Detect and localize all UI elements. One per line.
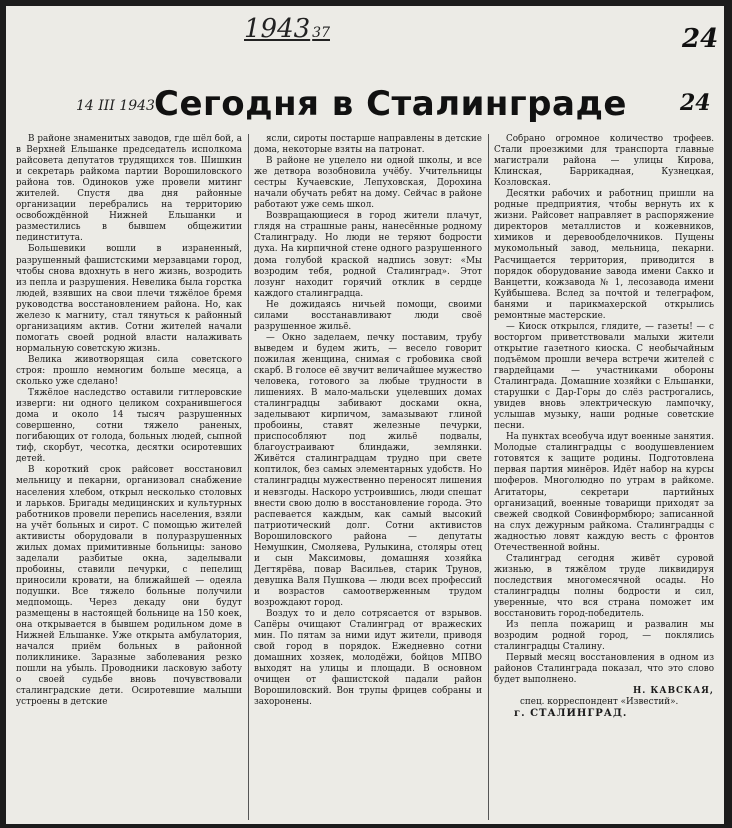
paragraph: Сталинград сегодня живёт суровой жизнью, в тяжёлом труде ликвидируя последствия многомесячной осады. Но сталинградцы полны бодрости и сил, уверенные, что вся страна поможет им восстановить город-победитель. xyxy=(494,553,714,620)
paragraph: Из пепла пожарищ и развалин мы возродим родной город, — поклялись сталинградцы Сталину. xyxy=(494,620,714,653)
paragraph: Воздух то и дело сотрясается от взрывов. Сапёры очищают Сталинград от вражеских мин. По пятам за ними идут жители, приводя свой город в порядок. Ежедневно сотни домашних хозяек, молодёжи, бойцов МПВО выходят на улицы и площади. В основном очищен от фашистской падали район Ворошиловский. Вон трупы фрицев собраны и захоронены. xyxy=(254,609,482,708)
paragraph: Собрано огромное количество трофеев. Стали проезжими для транспорта главные магистрали района — улицы Кирова, Клинская, Баррикадная, Кузнецкая, Козловская. xyxy=(494,134,714,189)
paragraph: Велика животворящая сила советского строя: прошло немногим больше месяца, а сколько уже сделано! xyxy=(16,354,242,388)
paragraph: В районе не уцелело ни одной школы, и все же детвора возобновила учёбу. Учительницы сестры Кучаевские, Лепуховская, Дорохина начали обучать ребят на дому. Сейчас в районе работают уже семь школ. xyxy=(254,156,482,211)
article-column-3 xyxy=(494,134,714,820)
paragraph: В короткий срок райсовет восстановил мельницу и пекарни, организовал снабжение населения хлебом, открыл несколько столовых и ларьков. Бригады медицинских и культурных работников провели перепись населения, взяли на учёт больных и сирот. С помощью жителей активисты оборудовали в полуразрушенных жилых домах примитивные больницы: заново заделали разбитые окна, заделывали пробоины, ставили печурки, с пепелищ приносили кровати, на ближайшей — одеяла подушки. Все тяжело больные получили медпомощь. Через декаду они будут размещены в настоящей больнице на 150 коек, она открывается в бывшем родильном доме в Нижней Ельшанке. Уже открыта амбулатория, начался приём больных в районной поликлинике. Заразные заболевания резко пошли на убыль. Проводники ласковую заботу о своей судьбе вновь почувствовали сталинградские дети. Осиротевшие малыши устроены в детские xyxy=(16,465,242,708)
paragraph: Первый месяц восстановления в одном из районов Сталинграда показал, что это слово будет выполнено. xyxy=(494,653,714,686)
handwritten-date: 14 III 1943 xyxy=(76,98,155,114)
paragraph: Тяжёлое наследство оставили гитлеровские изверги: ни одного целиком сохранившегося дома и около 14 тысяч разрушенных совершенно, сотни тяжело раненых, погибающих от голода, больных людей, сыпной тиф, скорбут, чесотка, десятки осиротевших детей. xyxy=(16,388,242,465)
author-role: спец. корреспондент «Известий». xyxy=(520,697,679,708)
paragraph: Большевики вошли в израненный, разрушенный фашистскими мерзавцами город, чтобы снова вдохнуть в него жизнь, возродить из пепла и разрушения. Невелика была горстка людей, взявших на свои плечи тяжёлое бремя руководства восстановлением района. Но, как железо к магниту, стал тянуться к районный организациям актив. Сотни жителей начали помогать своей родной власти налаживать нормальную советскую жизнь. xyxy=(16,244,242,354)
handwritten-year: 1943 37 xyxy=(244,14,330,44)
author-signature: Н. КАВСКАЯ, xyxy=(632,686,714,697)
paragraph: На пунктах всеобуча идут военные занятия. Молодые сталинградцы с воодушевлением готовятся к защите родины. Подготовлена первая партия минёров. Идёт набор на курсы шоферов. Многолюдно по утрам в райкоме. Агитаторы, секретари партийных организаций, военные товарищи приходят за свежей сводкой Совинформбюро; записанной на слух дежурным райкома. Сталинградцы с жадностью ловят каждую весть с фронтов Отечественной войны. xyxy=(494,432,714,553)
newspaper-clipping xyxy=(6,6,724,824)
handwritten-corner-mark-2: 24 xyxy=(680,90,711,116)
paragraph: ясли, сироты постарше направлены в детские дома, некоторые взяты на патронат. xyxy=(254,134,482,156)
paragraph: Десятки рабочих и работниц пришли на родные предприятия, чтобы вернуть их к жизни. Райсовет направляет в распоряжение директоров металлистов и кожевников, химиков и деревообделочников. Пущены мукомольный завод, мельница, пекарни. Расчищается территория, приводится в порядок оборудование завода имени Сакко и Ванцетти, кожзавода № 1, лесозавода имени Куйбышева. Вслед за почтой и телеграфом, банями и парикмахерской открылись ремонтные мастерские. xyxy=(494,189,714,321)
article-title: Сегодня в Сталинграде xyxy=(154,84,627,124)
paragraph: — Окно заделаем, печку поставим, трубу выведем и будем жить, — весело говорит пожилая женщина, снимая с гробовика свой скарб. В голосе её звучит величайшее мужество человека, готового за любые трудности в лишениях. В мало-мальски уцелевших домах сталинградцы забивают досками окна, заделывают кирпичом, замазывают глиной пробоины, ставят железные печурки, приспособляют под жильё подвалы, благоустраивают блиндажи, землянки. Живётся сталинградцам трудно при свете коптилок, без самых элементарных удобств. Но сталинградцы мужественно переносят лишения и невзгоды. Наскоро устроившись, люди спешат внести свою долю в восстановление города. Это распевается каждым, как самый высокий патриотический долг. Сотни активистов Ворошиловского района — депутаты Немушкин, Смоляева, Рулыкина, столяры отец и сын Максимовы, домашняя хозяйка Дегтярёва, повар Васильев, старик Трунов, девушка Валя Пушкова — люди всех профессий и возрастов самоотверженным трудом возрождают город. xyxy=(254,332,482,608)
handwritten-corner-mark: 24 xyxy=(682,24,719,54)
dateline-place: г. СТАЛИНГРАД. xyxy=(514,708,628,720)
paragraph: В районе знаменитых заводов, где шёл бой, а в Верхней Ельшанке председатель исполкома райсовета депутатов трудящихся тов. Шишкин и секретарь райкома партии Ворошиловского района тов. Одиноков уже провели митинг жителей. Спустя два дня районные организации перебрались на территорию освобождённой Нижней Ельшанки и разместились в бывшем общежитии пединститута. xyxy=(16,134,242,244)
column-divider xyxy=(248,134,249,820)
paragraph: — Киоск открылся, глядите, — газеты! — с восторгом приветствовали малыхи жители открытие газетного киоска. С необычайным подъёмом прошли вечера встречи жителей с гвардейцами — участниками обороны Сталинграда. Домашние хозяйки с Ельшанки, старушки с Дар-Горы до слёз растрогались, увидев вновь электрическую лампочку, услышав музыку, наши родные советские песни. xyxy=(494,321,714,432)
paragraph: Не дожидаясь ничьей помощи, своими силами восстанавливают люди своё разрушенное жильё. xyxy=(254,299,482,332)
article-column-1 xyxy=(16,134,242,820)
article-column-2 xyxy=(254,134,482,820)
column-divider xyxy=(488,134,489,820)
paragraph: Возвращающиеся в город жители плачут, глядя на страшные раны, нанесённые родному Сталинграду. Но люди не теряют бодрости духа. На кирпичной стене одного разрушенного дома голубой краской надпись зовут: «Мы возродим тебя, родной Сталинград». Этот лозунг находит горячий отклик в сердце каждого сталинградца. xyxy=(254,211,482,299)
